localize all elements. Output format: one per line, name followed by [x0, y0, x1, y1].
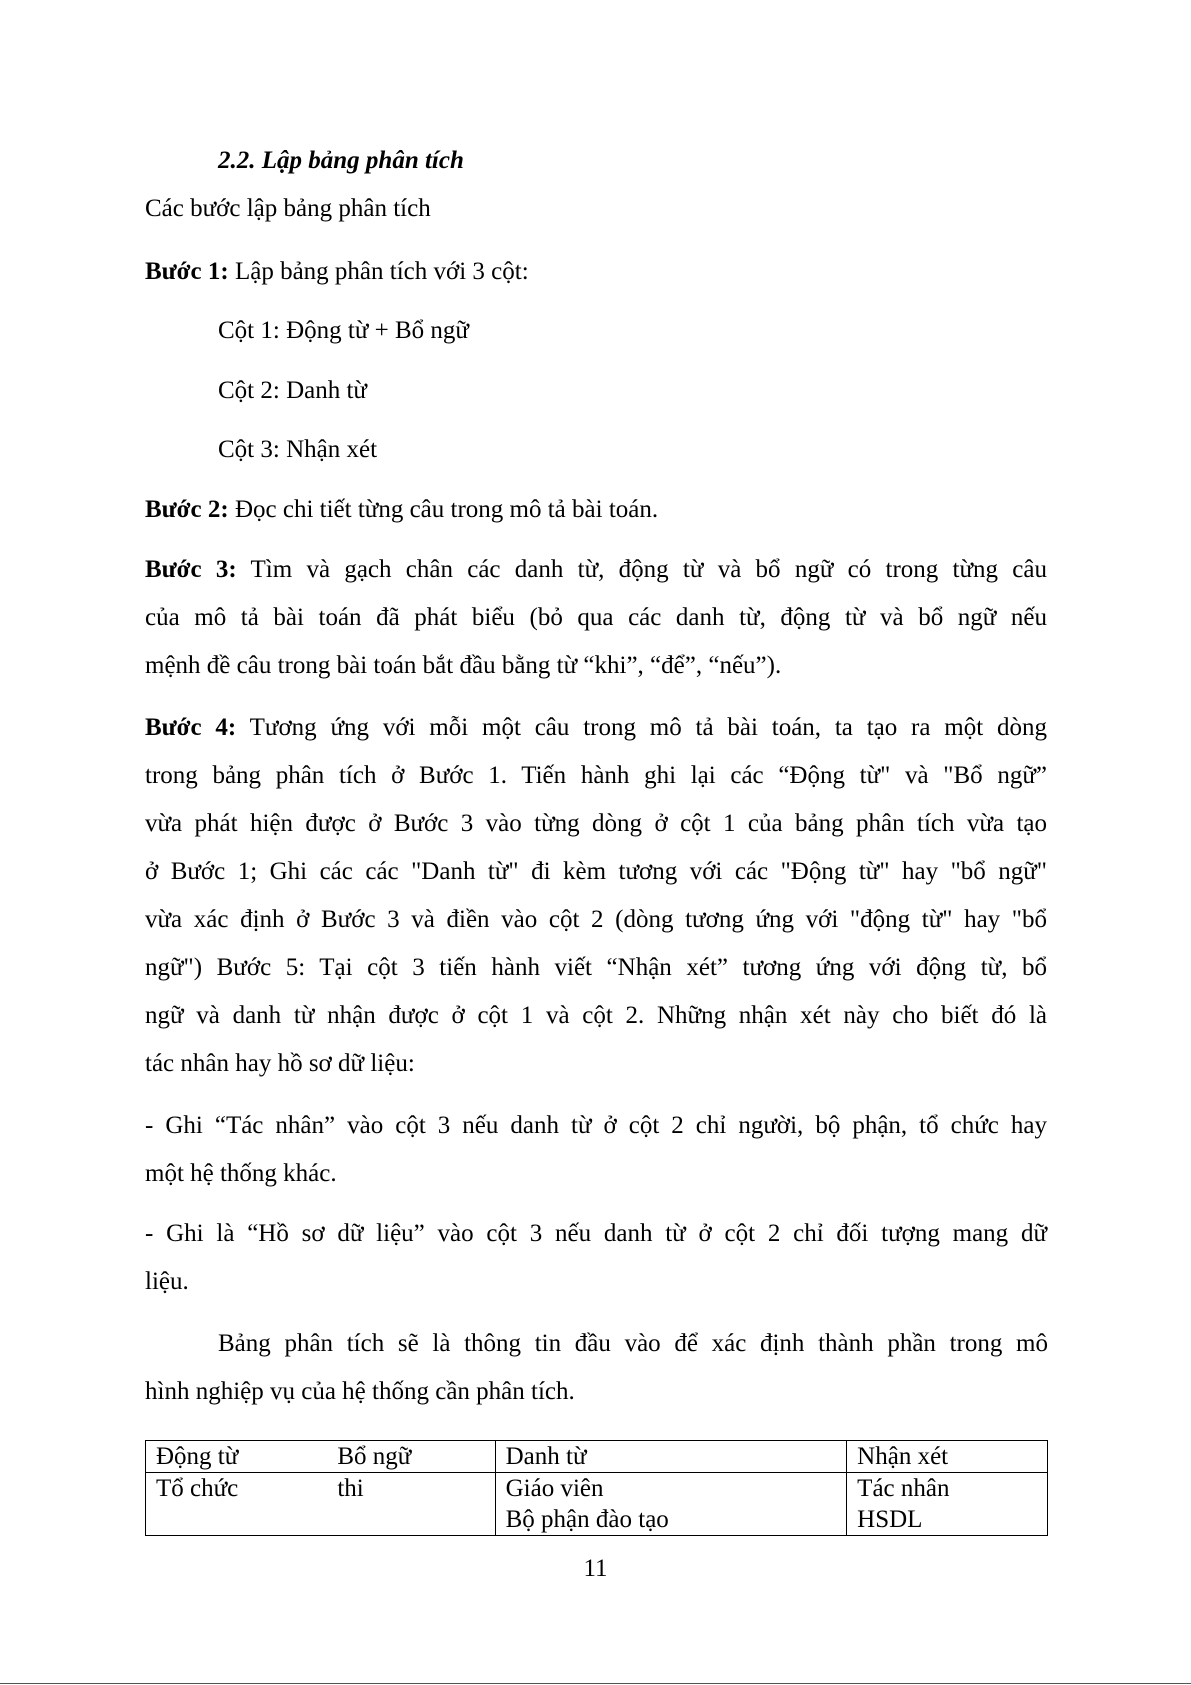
cell-complement: thi — [327, 1473, 495, 1536]
section-heading: 2.2. Lập bảng phân tích — [218, 147, 464, 174]
column-3-item: Cột 3: Nhận xét — [218, 436, 378, 463]
step-3-label: Bước 3: — [145, 556, 237, 583]
step-2-label: Bước 2: — [145, 496, 229, 523]
step-4-line-2: trong bảng phân tích ở Bước 1. Tiến hành ghi lại các “Động từ" và "Bổ ngữ” — [145, 762, 1047, 789]
step-4-line-4: ở Bước 1; Ghi các các "Danh từ" đi kèm tương với các "Động từ" hay "bổ ngữ" — [145, 858, 1047, 885]
bullet-actor-line-1: - Ghi “Tác nhân” vào cột 3 nếu danh từ ở cột 2 chỉ người, bộ phận, tổ chức hay — [145, 1112, 1047, 1139]
header-noun: Danh từ — [495, 1441, 847, 1473]
table-header-row — [146, 1441, 1048, 1473]
analysis-table — [145, 1440, 1048, 1536]
header-complement: Bổ ngữ — [327, 1441, 495, 1473]
step-4-line-5: vừa xác định ở Bước 3 và điền vào cột 2 (dòng tương ứng với "động từ" hay "bổ — [145, 906, 1047, 933]
step-2-text: Đọc chi tiết từng câu trong mô tả bài toán. — [228, 496, 659, 523]
bullet-data-record-line-1: - Ghi là “Hồ sơ dữ liệu” vào cột 3 nếu danh từ ở cột 2 chỉ đối tượng mang dữ — [145, 1220, 1047, 1247]
column-2-item: Cột 2: Danh từ — [218, 377, 367, 404]
table-row — [146, 1473, 1048, 1536]
intro-text: Các bước lập bảng phân tích — [145, 195, 431, 222]
page-bottom-rule — [0, 1683, 1191, 1684]
step-4-line-1: Bước 4: Tương ứng với mỗi một câu trong mô tả bài toán, ta tạo ra một dòng — [145, 714, 1047, 741]
step-4-label: Bước 4: — [145, 714, 237, 741]
closing-line-2: hình nghiệp vụ của hệ thống cần phân tích. — [145, 1378, 575, 1405]
step-2 — [145, 495, 658, 525]
closing-line-1: Bảng phân tích sẽ là thông tin đầu vào để xác định thành phần trong mô — [218, 1330, 1048, 1357]
cell-nouns — [495, 1473, 847, 1536]
step-3-line-2: của mô tả bài toán đã phát biểu (bỏ qua các danh từ, động từ và bổ ngữ nếu — [145, 604, 1047, 631]
step-1-text: Lập bảng phân tích với 3 cột: — [228, 258, 529, 285]
header-verb: Động từ — [146, 1441, 328, 1473]
step-1 — [145, 257, 529, 287]
page-number: 11 — [583, 1555, 608, 1582]
step-4-line-6: ngữ") Bước 5: Tại cột 3 tiến hành viết “Nhận xét” tương ứng với động từ, bổ — [145, 954, 1047, 981]
step-4-line-3: vừa phát hiện được ở Bước 3 vào từng dòng ở cột 1 của bảng phân tích vừa tạo — [145, 810, 1047, 837]
header-remark: Nhận xét — [847, 1441, 1048, 1473]
step-3-line-1: Bước 3: Tìm và gạch chân các danh từ, động từ và bổ ngữ có trong từng câu — [145, 556, 1047, 583]
step-3-line-3: mệnh đề câu trong bài toán bắt đầu bằng từ “khi”, “để”, “nếu”). — [145, 652, 782, 679]
step-4-line-7: ngữ và danh từ nhận được ở cột 1 và cột 2. Những nhận xét này cho biết đó là — [145, 1002, 1047, 1029]
noun-item: Giáo viên — [505, 1475, 604, 1502]
cell-remarks — [847, 1473, 1048, 1536]
column-1-item: Cột 1: Động từ + Bổ ngữ — [218, 317, 469, 344]
remark-item: HSDL — [857, 1506, 923, 1533]
bullet-data-record-line-2: liệu. — [145, 1268, 189, 1295]
bullet-actor-line-2: một hệ thống khác. — [145, 1160, 337, 1187]
noun-item: Bộ phận đào tạo — [505, 1506, 669, 1533]
remark-item: Tác nhân — [857, 1475, 950, 1502]
step-1-label: Bước 1: — [145, 258, 229, 285]
step-4-line-8: tác nhân hay hồ sơ dữ liệu: — [145, 1050, 415, 1077]
cell-verb: Tổ chức — [146, 1473, 328, 1536]
